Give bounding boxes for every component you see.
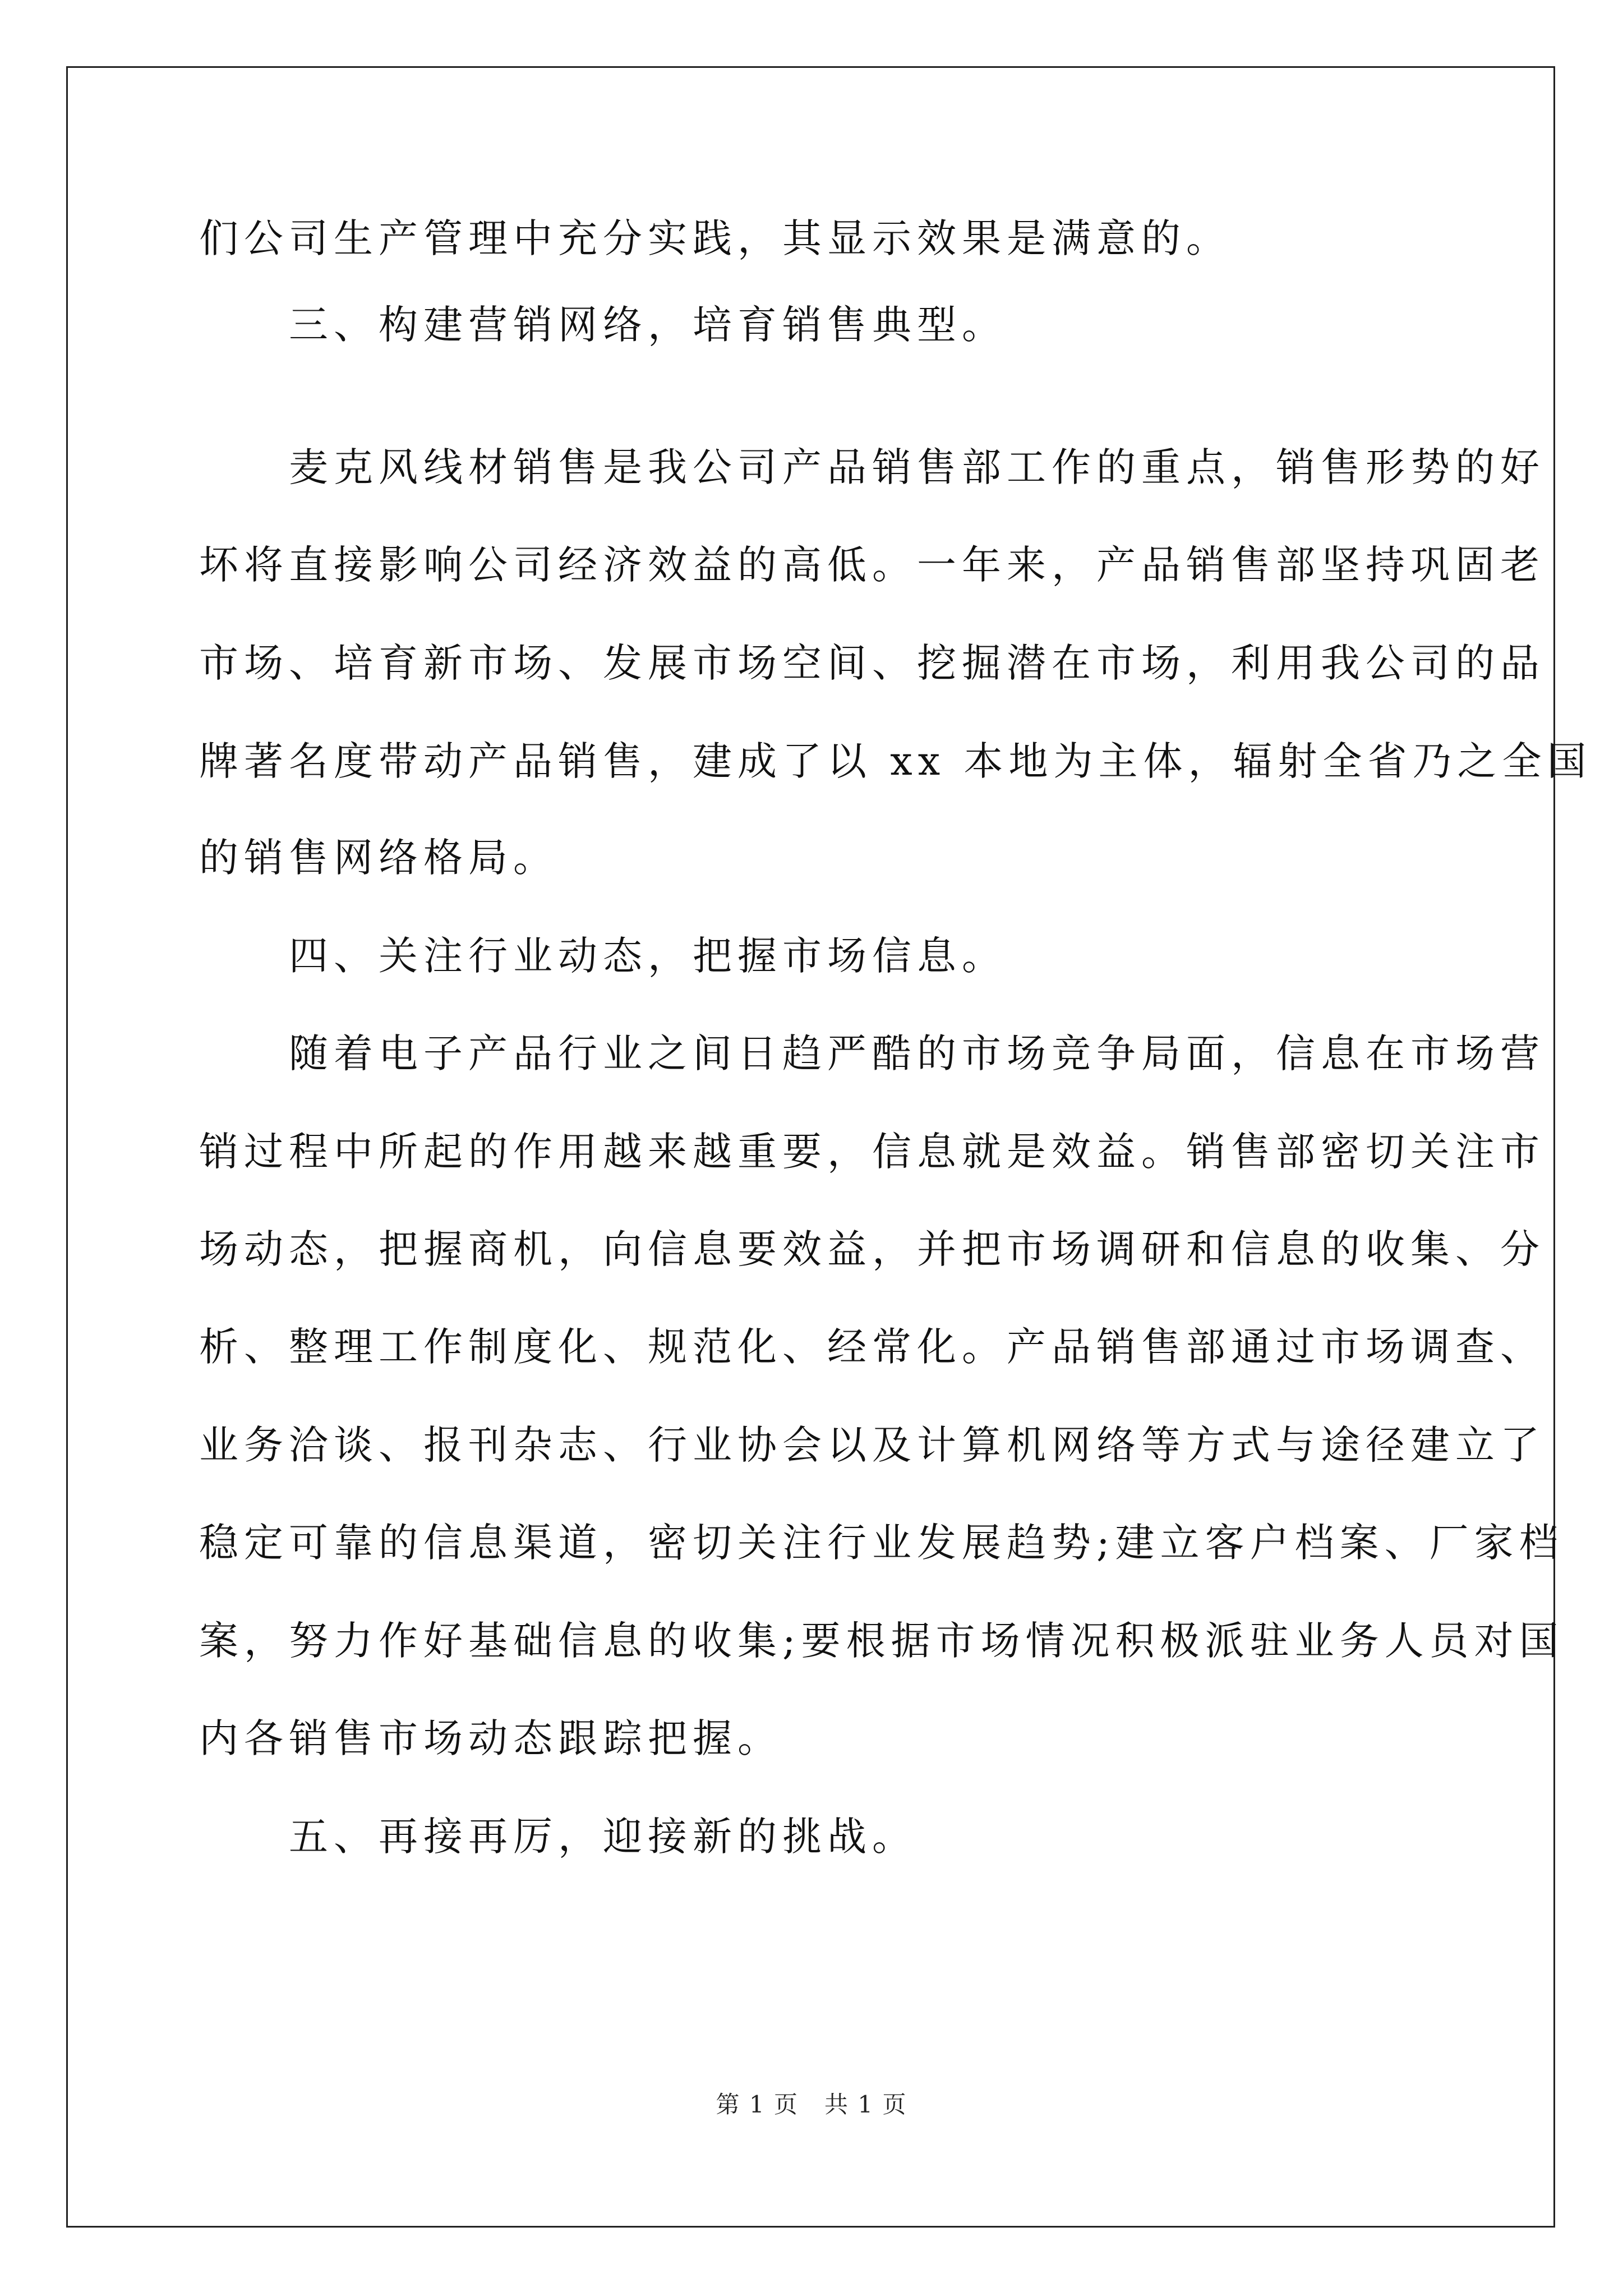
text-line: 案，努力作好基础信息的收集;要根据市场情况积极派驻业务人员对国 xyxy=(199,1618,1564,1664)
text-line: 们公司生产管理中充分实践，其显示效果是满意的。 xyxy=(199,215,1231,261)
text-line: 析、整理工作制度化、规范化、经常化。产品销售部通过市场调查、 xyxy=(199,1324,1545,1370)
page-number-footer: 第 1 页 共 1 页 xyxy=(716,2091,907,2118)
text-line: 的销售网络格局。 xyxy=(199,835,558,881)
text-line: 内各销售市场动态跟踪把握。 xyxy=(199,1715,782,1761)
text-line: 麦克风线材销售是我公司产品销售部工作的重点，销售形势的好 xyxy=(199,444,1545,490)
text-line: 市场、培育新市场、发展市场空间、挖掘潜在市场，利用我公司的品 xyxy=(199,640,1545,686)
text-line: 牌著名度带动产品销售，建成了以 xx 本地为主体，辐射全省乃之全国 xyxy=(199,738,1592,784)
section-heading-5: 五、再接再厉，迎接新的挑战。 xyxy=(199,1814,917,1860)
section-heading-3: 三、构建营销网络，培育销售典型。 xyxy=(199,302,1007,348)
text-line: 场动态，把握商机，向信息要效益，并把市场调研和信息的收集、分 xyxy=(199,1226,1545,1272)
text-line: 随着电子产品行业之间日趋严酷的市场竞争局面，信息在市场营 xyxy=(199,1030,1545,1076)
section-heading-4: 四、关注行业动态，把握市场信息。 xyxy=(199,933,1007,979)
text-line: 销过程中所起的作用越来越重要，信息就是效益。销售部密切关注市 xyxy=(199,1129,1545,1175)
text-line: 业务洽谈、报刊杂志、行业协会以及计算机网络等方式与途径建立了 xyxy=(199,1422,1545,1468)
text-line: 稳定可靠的信息渠道，密切关注行业发展趋势;建立客户档案、厂家档 xyxy=(199,1520,1564,1566)
text-line: 坏将直接影响公司经济效益的高低。一年来，产品销售部坚持巩固老 xyxy=(199,542,1545,588)
